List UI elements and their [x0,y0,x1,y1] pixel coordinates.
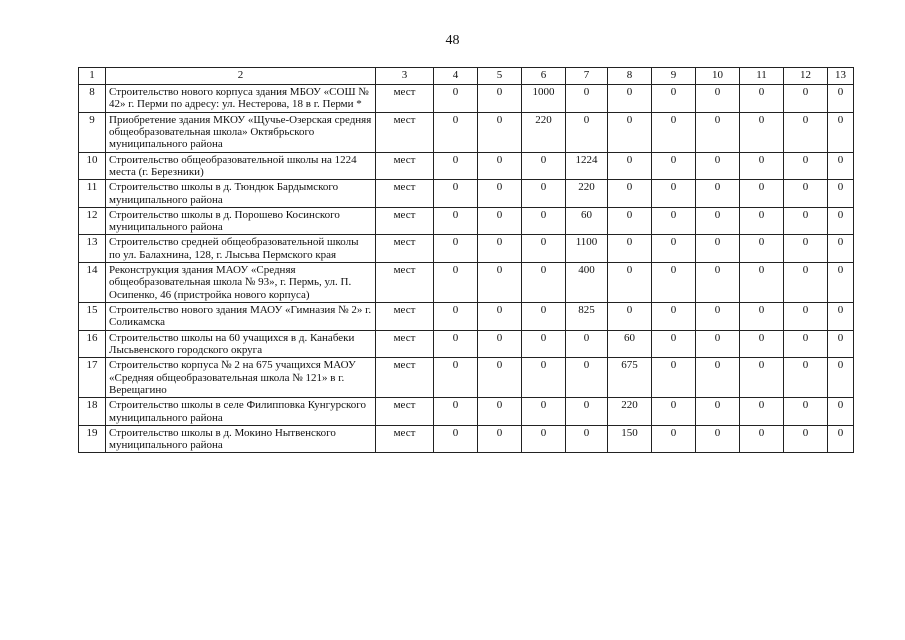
column-header: 5 [478,68,522,85]
value-cell: 0 [784,303,828,331]
unit-cell: мест [376,152,434,180]
value-cell: 0 [434,207,478,235]
value-cell: 0 [740,180,784,208]
table-row [79,303,854,331]
page-number: 48 [445,33,460,48]
table-row [79,85,854,113]
column-header: 6 [522,68,566,85]
project-name-cell: Строительство корпуса № 2 на 675 учащихся МАОУ «Средняя общеобразовательная школа № 121» в г. Верещагино [106,358,376,398]
value-cell: 220 [608,398,652,426]
value-cell: 1000 [522,85,566,113]
table-body [79,68,854,453]
value-cell: 0 [784,235,828,263]
unit-cell: мест [376,358,434,398]
value-cell: 0 [434,152,478,180]
value-cell: 0 [566,398,608,426]
column-header: 10 [696,68,740,85]
table-row [79,112,854,152]
value-cell: 0 [652,425,696,453]
column-header: 13 [828,68,854,85]
project-name-cell: Строительство нового здания МАОУ «Гимназия № 2» г. Соликамска [106,303,376,331]
unit-cell: мест [376,330,434,358]
value-cell: 0 [522,152,566,180]
value-cell: 0 [828,180,854,208]
value-cell: 0 [784,425,828,453]
value-cell: 0 [434,303,478,331]
unit-cell: мест [376,303,434,331]
value-cell: 0 [608,85,652,113]
value-cell: 0 [696,152,740,180]
value-cell: 0 [652,303,696,331]
project-name-cell: Строительство школы в д. Тюндюк Бардымского муниципального района [106,180,376,208]
value-cell: 0 [740,303,784,331]
column-header: 1 [79,68,106,85]
value-cell: 0 [828,152,854,180]
column-header: 2 [106,68,376,85]
value-cell: 0 [828,303,854,331]
value-cell: 0 [740,263,784,303]
unit-cell: мест [376,263,434,303]
value-cell: 0 [740,235,784,263]
value-cell: 0 [522,425,566,453]
value-cell: 0 [784,398,828,426]
row-number-cell: 16 [79,330,106,358]
value-cell: 0 [478,398,522,426]
value-cell: 0 [828,235,854,263]
value-cell: 0 [784,358,828,398]
table-row [79,152,854,180]
value-cell: 0 [608,152,652,180]
unit-cell: мест [376,235,434,263]
unit-cell: мест [376,207,434,235]
unit-cell: мест [376,398,434,426]
value-cell: 0 [696,358,740,398]
value-cell: 0 [566,112,608,152]
project-name-cell: Строительство школы в д. Порошево Косинского муниципального района [106,207,376,235]
value-cell: 0 [652,263,696,303]
value-cell: 0 [652,398,696,426]
value-cell: 0 [434,235,478,263]
value-cell: 0 [828,330,854,358]
row-number-cell: 8 [79,85,106,113]
column-header: 3 [376,68,434,85]
table-row [79,398,854,426]
header-row [79,68,854,85]
value-cell: 0 [522,358,566,398]
table-row [79,235,854,263]
project-name-cell: Строительство школы на 60 учащихся в д. Канабеки Лысьвенского городского округа [106,330,376,358]
value-cell: 0 [434,425,478,453]
value-cell: 0 [696,180,740,208]
value-cell: 0 [522,235,566,263]
column-header: 8 [608,68,652,85]
row-number-cell: 13 [79,235,106,263]
value-cell: 825 [566,303,608,331]
value-cell: 0 [652,235,696,263]
value-cell: 0 [434,330,478,358]
unit-cell: мест [376,85,434,113]
value-cell: 0 [478,85,522,113]
value-cell: 1100 [566,235,608,263]
value-cell: 0 [696,235,740,263]
value-cell: 0 [696,207,740,235]
value-cell: 0 [740,398,784,426]
unit-cell: мест [376,112,434,152]
value-cell: 0 [478,425,522,453]
value-cell: 0 [828,263,854,303]
value-cell: 0 [652,330,696,358]
value-cell: 60 [566,207,608,235]
value-cell: 0 [566,425,608,453]
value-cell: 0 [740,358,784,398]
value-cell: 0 [652,180,696,208]
value-cell: 0 [828,398,854,426]
value-cell: 0 [696,398,740,426]
value-cell: 675 [608,358,652,398]
value-cell: 0 [740,152,784,180]
value-cell: 0 [478,330,522,358]
project-name-cell: Строительство общеобразовательной школы на 1224 места (г. Березники) [106,152,376,180]
value-cell: 0 [696,85,740,113]
value-cell: 0 [478,303,522,331]
row-number-cell: 18 [79,398,106,426]
value-cell: 0 [522,303,566,331]
value-cell: 0 [784,330,828,358]
project-name-cell: Строительство средней общеобразовательной школы по ул. Балахнина, 128, г. Лысьва Пермского края [106,235,376,263]
value-cell: 0 [566,358,608,398]
project-name-cell: Реконструкция здания МАОУ «Средняя общеобразовательная школа № 93», г. Пермь, ул. П. Осипенко, 46 (пристройка нового корпуса) [106,263,376,303]
table-row [79,358,854,398]
value-cell: 0 [784,152,828,180]
value-cell: 0 [478,207,522,235]
value-cell: 0 [652,358,696,398]
value-cell: 0 [478,263,522,303]
row-number-cell: 19 [79,425,106,453]
value-cell: 0 [608,303,652,331]
value-cell: 0 [478,152,522,180]
unit-cell: мест [376,425,434,453]
row-number-cell: 12 [79,207,106,235]
value-cell: 0 [522,207,566,235]
value-cell: 0 [828,85,854,113]
value-cell: 0 [784,180,828,208]
value-cell: 220 [522,112,566,152]
value-cell: 1224 [566,152,608,180]
project-name-cell: Приобретение здания МКОУ «Щучье-Озерская средняя общеобразовательная школа» Октябрьского муниципального района [106,112,376,152]
value-cell: 0 [784,263,828,303]
project-name-cell: Строительство школы в д. Мокино Нытвенского муниципального района [106,425,376,453]
value-cell: 0 [608,112,652,152]
value-cell: 0 [652,112,696,152]
row-number-cell: 17 [79,358,106,398]
row-number-cell: 9 [79,112,106,152]
value-cell: 400 [566,263,608,303]
value-cell: 60 [608,330,652,358]
value-cell: 0 [652,152,696,180]
value-cell: 0 [478,112,522,152]
value-cell: 0 [478,235,522,263]
value-cell: 0 [566,330,608,358]
value-cell: 0 [608,263,652,303]
row-number-cell: 15 [79,303,106,331]
value-cell: 0 [784,85,828,113]
column-header: 11 [740,68,784,85]
value-cell: 0 [740,112,784,152]
value-cell: 0 [784,207,828,235]
value-cell: 0 [478,358,522,398]
value-cell: 0 [522,180,566,208]
value-cell: 0 [828,207,854,235]
table-row [79,207,854,235]
row-number-cell: 10 [79,152,106,180]
value-cell: 0 [696,330,740,358]
value-cell: 0 [740,85,784,113]
value-cell: 0 [652,85,696,113]
value-cell: 0 [434,398,478,426]
value-cell: 0 [478,180,522,208]
value-cell: 0 [696,263,740,303]
row-number-cell: 11 [79,180,106,208]
value-cell: 0 [828,112,854,152]
value-cell: 0 [740,207,784,235]
value-cell: 0 [608,180,652,208]
value-cell: 0 [696,425,740,453]
value-cell: 0 [434,112,478,152]
table-row [79,263,854,303]
value-cell: 0 [434,263,478,303]
value-cell: 0 [608,235,652,263]
project-name-cell: Строительство нового корпуса здания МБОУ «СОШ № 42» г. Перми по адресу: ул. Нестерова, 18 в г. Перми * [106,85,376,113]
value-cell: 0 [696,112,740,152]
value-cell: 0 [828,425,854,453]
value-cell: 0 [434,85,478,113]
value-cell: 0 [566,85,608,113]
value-cell: 0 [434,180,478,208]
project-name-cell: Строительство школы в селе Филипповка Кунгурского муниципального района [106,398,376,426]
value-cell: 0 [828,358,854,398]
value-cell: 0 [696,303,740,331]
value-cell: 150 [608,425,652,453]
value-cell: 0 [740,330,784,358]
value-cell: 0 [522,330,566,358]
column-header: 7 [566,68,608,85]
value-cell: 220 [566,180,608,208]
value-cell: 0 [740,425,784,453]
value-cell: 0 [784,112,828,152]
row-number-cell: 14 [79,263,106,303]
table-row [79,425,854,453]
table-row [79,330,854,358]
column-header: 9 [652,68,696,85]
value-cell: 0 [652,207,696,235]
column-header: 12 [784,68,828,85]
value-cell: 0 [522,398,566,426]
unit-cell: мест [376,180,434,208]
column-header: 4 [434,68,478,85]
value-cell: 0 [608,207,652,235]
value-cell: 0 [434,358,478,398]
data-table [78,67,854,453]
value-cell: 0 [522,263,566,303]
table-row [79,180,854,208]
